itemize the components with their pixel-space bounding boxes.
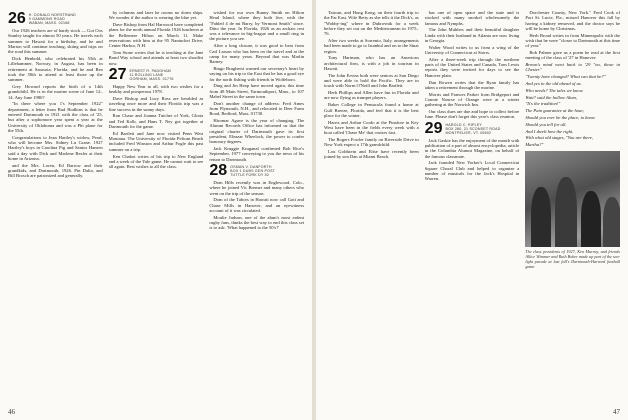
body-paragraph: Lou Goldstein and Elise have recently been joined by son Dan at Miami Beach. bbox=[324, 149, 419, 160]
address-line: GORHAM, MASS. 01776 bbox=[129, 77, 174, 82]
class-number: 26 bbox=[8, 10, 26, 27]
secretary-name: HAROLD C. RIPLEY bbox=[445, 122, 483, 127]
class-number: 29 bbox=[424, 119, 443, 137]
class-number: 27 bbox=[108, 65, 127, 83]
class-heading-26 bbox=[8, 12, 103, 26]
body-paragraph: Herb Broad writes in from Minneapolis with the wish that he were "closer to Dartmouth at this time of year." bbox=[525, 32, 621, 49]
body-paragraph: Morris and Frances Parker from Bridgeport and Connie Nourse of Orange were at a winter gathering at the Norwich Inn. bbox=[424, 91, 520, 108]
class-heading-27 bbox=[108, 65, 204, 83]
body-paragraph: Don't another change of address: Fred Ames from Plymouth, N.H., and relocated to Deer Farm Road, Bedford, Mass. 01730. bbox=[209, 100, 305, 117]
body-paragraph: Ken Chabot writes of his trip to New England and a week of the Yale game. He cannot wait to see all again. Best wishes to all the class. bbox=[108, 153, 204, 170]
address-line: TUTTLE FORK DY 52 bbox=[230, 173, 270, 178]
secretary-name: OSMAN V. DANFORTH bbox=[230, 165, 272, 170]
page-number-left: 46 bbox=[8, 408, 15, 416]
body-paragraph: and the Mrs. Loren, Ed Barrow and their grandkids, and Dartmouth, 1926. Pin Dalia, and Bill Brosch are patronized and generally. bbox=[8, 162, 103, 179]
body-paragraph: Jack founded New Yorker's Local Connecticut Square Choral Club and helped to organize a number of musicals for the Jack's Hospital in Warren. bbox=[424, 160, 520, 182]
body-paragraph: Hiromar Agave is the year of changing. The Alumni Records Office has informed us that the original charter of Dartmouth gave its first president, Eleazar Wheelock, the power to confer honorary degrees. bbox=[209, 118, 305, 145]
body-paragraph: Bob Palmer gave us a poem he read at the first meeting of the class of '27 in Hanover: bbox=[525, 50, 621, 61]
body-paragraph: Walter Wood writes to us from a wing of the University of Connecticut at Storrs. bbox=[424, 44, 520, 56]
body-paragraph: Dom Hills recently was in Englewood, Colo., where he joined Vic Bremer and many others who went on the trip of the season. bbox=[209, 180, 305, 196]
class-secretary-address bbox=[445, 122, 500, 136]
body-paragraph: Dorchester County, New York." Fred Cook of Port St. Lucie, Fla., missed Hanover this fall by having a kidney removed, and the doctor says he will be home by Christmas. bbox=[525, 10, 621, 31]
address-line: 11 ROLLING LANE bbox=[129, 73, 164, 78]
body-paragraph: The Rogers Fowler family on Riverside Drive in New York expect a 17th grandchild. bbox=[324, 137, 419, 148]
body-paragraph: Jack Kruggie Kruganal confirmed Bob Rice's September, 1977 conveying to you the news of his return to Dartmouth. bbox=[209, 146, 305, 162]
body-paragraph: Dick Henbold, who celebrated his 55th at Lillehammer, Norway, in August, has been in retirement at Sarasota, Florida, and he and Bea took the 50th to attend at least those up the summer. bbox=[8, 55, 103, 83]
body-paragraph: wished for our own Bunny Smith on Hilton Head Island, where they both live, with the "Fabled 4 de mi Barry, by Vermont Smith" since. Ditto the year. In Florida, 1926 as an archaic rest was a relevance in big-league and a small ring in the picture you see. bbox=[209, 10, 305, 42]
address-line: BOX 1 DUBS GEN POST bbox=[230, 169, 276, 174]
poem bbox=[525, 62, 620, 147]
secretary-name: ERNEST R. PADGHAM bbox=[129, 68, 171, 73]
class-number: 28 bbox=[209, 162, 228, 180]
right-columns bbox=[324, 10, 620, 402]
body-paragraph: Baker College in Pensacola found a home at Gulf Breeze, Florida, and feel that it is the best place for the winter. bbox=[324, 102, 419, 118]
body-paragraph: After a long closure, it was good to hear from Carl Larson who has been on the travel and at the camp for many years. Beyond that was Marlin Barney. bbox=[209, 43, 305, 65]
left-column-3 bbox=[209, 10, 304, 402]
body-paragraph: Herb Phillips and Allen have fun in Florida and are now flying as trumpet players. bbox=[324, 90, 419, 101]
body-paragraph: The John Muhlers and their beautiful daughter Linda with their husband in Atlanta are now living in Georgia. bbox=[424, 27, 520, 43]
poem-line: The Pain guarantee at the hour, bbox=[525, 108, 584, 114]
poem-line: Brown's mind went back to '29 "no, those in Chester" bbox=[525, 62, 621, 73]
body-paragraph: Dom of the Tabors in Hawaii now call Gott and Chase Mills in Hanover, and an eyewitness account of it was circulated. bbox=[209, 197, 305, 213]
right-column-1 bbox=[324, 10, 419, 402]
poem-line: Martha?" bbox=[525, 142, 544, 148]
photo-figure bbox=[581, 191, 601, 247]
body-paragraph: Ron Chase and Joanna Tutcher of York, Gloria and Ted Kolb, and Hans T. Ney got together at Dartmouth for the game. bbox=[108, 113, 204, 130]
body-paragraph: by columns and later he rooms no dorm ships. We wonder if the author is wearing the blue yet. bbox=[108, 10, 204, 21]
poem-line: And yes to the old ahead of us. bbox=[525, 81, 582, 87]
address-line: MONTPELIER, VT. 05602 bbox=[445, 131, 492, 136]
left-column-2 bbox=[109, 10, 204, 402]
photo-figure bbox=[531, 187, 551, 247]
class-secretary-address bbox=[29, 12, 76, 26]
poem-line: And I dwelt how the right. bbox=[525, 128, 574, 134]
body-paragraph: Tony Hartman, who has an American architectural firm, is with a job in tourism in Hawaii. bbox=[324, 55, 419, 71]
page-number-right: 47 bbox=[613, 408, 620, 416]
body-paragraph: Jack Gaskie has the enjoyment of the month with publication of a part of almost encyclopedia, article in the Columbia Alumni Magazine, on behalf of the famous classmate. bbox=[424, 137, 520, 159]
class-secretary-address bbox=[129, 68, 173, 82]
right-column-2 bbox=[425, 10, 520, 402]
body-paragraph: After two weeks at Sorrento, Italy, arrangements had been made to go to Istanbul and on to the Sinai region. bbox=[324, 37, 419, 54]
photo-caption: The class presidents of 1927, Ken Murray, and friends Allice Wimmer and Ruth Bober made up part of the sea-light parade at last fall's Dartmouth-Harvard football game. bbox=[525, 248, 621, 269]
body-paragraph: "In there where you 1's September 1922" department, a letter from Bud Hodkins is that he entered Dartmouth in 1921 with the class of '25, but after a sophomore year spent a year at the University of Oklahoma and was a Phi plane for the 55th. bbox=[8, 101, 103, 133]
body-paragraph: Dave Bishop from Hal Harwood have completed plans for the north annual Florida 1926 luncheon at the Bellemere Hilton on March 11. Make reservations with him at the 95 Nantucket Drive, Center Harbor, N.H. bbox=[108, 22, 204, 49]
body-paragraph: Dan Rowen writes that the Ryan family has taken a retirement through the marine. bbox=[424, 79, 520, 90]
body-paragraph: Tom Stone writes that he is teaching at the Jane Bond Way school and attends at least two shortlist now. bbox=[108, 50, 204, 66]
class-secretary-address bbox=[230, 164, 275, 178]
body-paragraph: Taiwan, and Hong Kong, on their fourth trip to the Far East. Wife Betty as she tells it the Dick's, as "Wobby-ing" where in Dubrovnik for a week before they set out on the Mediterranean in 1975–76. bbox=[324, 10, 419, 37]
left-columns bbox=[8, 10, 304, 402]
poem-line: Wait? said the hollow Alum, bbox=[525, 94, 578, 100]
left-page bbox=[0, 0, 312, 420]
body-paragraph: Ed Bartlett and Jane now visited Penn West Montana. The University of Florida Pelican Beach included Fred Winston and Arthur Fogle this past summer on a trip. bbox=[108, 130, 204, 152]
body-paragraph: Ding and Jin Heap have moved again, this time from 48 Main Street, Yarmouthport, Mass., to 107 Mabel Street in the same town. bbox=[209, 83, 305, 99]
poem-line: Should you tell for all. bbox=[525, 121, 567, 127]
right-column-3 bbox=[525, 10, 620, 402]
poem-line: "Twenty have changed? What can that be?" bbox=[525, 74, 606, 80]
class-heading-28 bbox=[209, 164, 304, 178]
class-photo bbox=[525, 151, 620, 247]
photo-figure bbox=[603, 197, 620, 247]
secretary-name: H. DONALD NORSTRAND bbox=[28, 13, 76, 17]
body-paragraph: Bingo Brugherst warned our secretary's heart by saying on his trip to the East that he has a good eye for the north fishing with friends in Wolfeboro. bbox=[209, 65, 305, 82]
body-paragraph: Our class dues are due and hope to collect before June. Please don't forget this year's class reunion. bbox=[424, 109, 520, 120]
body-paragraph: Congratulations to Jean Hartley's widow, Pearl, who will become Mrs. Sidney Lu Grane. 1927 Hartley's boys in Carolina Pig and Santos Hansen said a day with Dick and Marlene Rezler at their home in Arizona. bbox=[8, 134, 103, 161]
address-line: 9 GAMMONS ROAD bbox=[28, 17, 65, 22]
photo-figure bbox=[555, 177, 577, 247]
poem-line: "It's the tradition!" bbox=[525, 101, 561, 107]
poem-line: Who needs? The tales we know. bbox=[525, 87, 584, 93]
left-column-1 bbox=[8, 10, 103, 402]
body-paragraph: Happy New Year to all, with two wishes for a healthy and prosperous 1978. bbox=[108, 83, 204, 95]
body-paragraph: Dave Bishop and Lucy Ross are heralded as traveling once more and their Florida trip was a fine success in the sunny days. bbox=[108, 96, 204, 112]
body-paragraph: Moulie Judson, one of the alum's most ardent rugby fans, thinks the best way to end this class set is to ask: 'What happened to the 50's?' bbox=[209, 214, 305, 231]
class-heading-29 bbox=[424, 119, 520, 137]
body-paragraph: Harris and Arthur Cordo at the Pinafore in Key West have been in the fields every week with a boat called 'Chase Me' that cruises fast. bbox=[324, 119, 419, 136]
body-paragraph: After a three-week trip through the northern parts of the United States and Canada, Tom Lewis reports they were invited for days to see the Hanover plain. bbox=[424, 56, 520, 78]
poem-line: With what old stages, "You are there, bbox=[525, 135, 594, 141]
poem-line: Should you ever be the place, to know bbox=[525, 115, 595, 121]
right-page bbox=[316, 0, 628, 420]
address-line: BOX 280, 21 SCONSET ROAD bbox=[445, 126, 501, 131]
body-paragraph: The John Ervins both were seniors at San Diego and were able to hold the Pacific. They are in touch with Norm O'Neill and John Bartlett. bbox=[324, 72, 419, 89]
body-paragraph: Our 1926 teachers are of hardy stock — Got Oos Stanley taught for almost 50 years. He travels each summer to Hawaii for a birthday, and he and Marion will continue teaching, skiing and trips on the road this summer. bbox=[8, 28, 103, 55]
body-paragraph: has one of open space and the state and is stocked with many snorkel wholesomely the famous and Nymphs. bbox=[424, 10, 520, 26]
address-line: WABAN, MASS. 02168 bbox=[28, 21, 70, 26]
body-paragraph: Grey Howard reports the birth of a 14th grandchild. He is in the marine scene of June 12–14. Any June 1980? bbox=[8, 83, 103, 100]
